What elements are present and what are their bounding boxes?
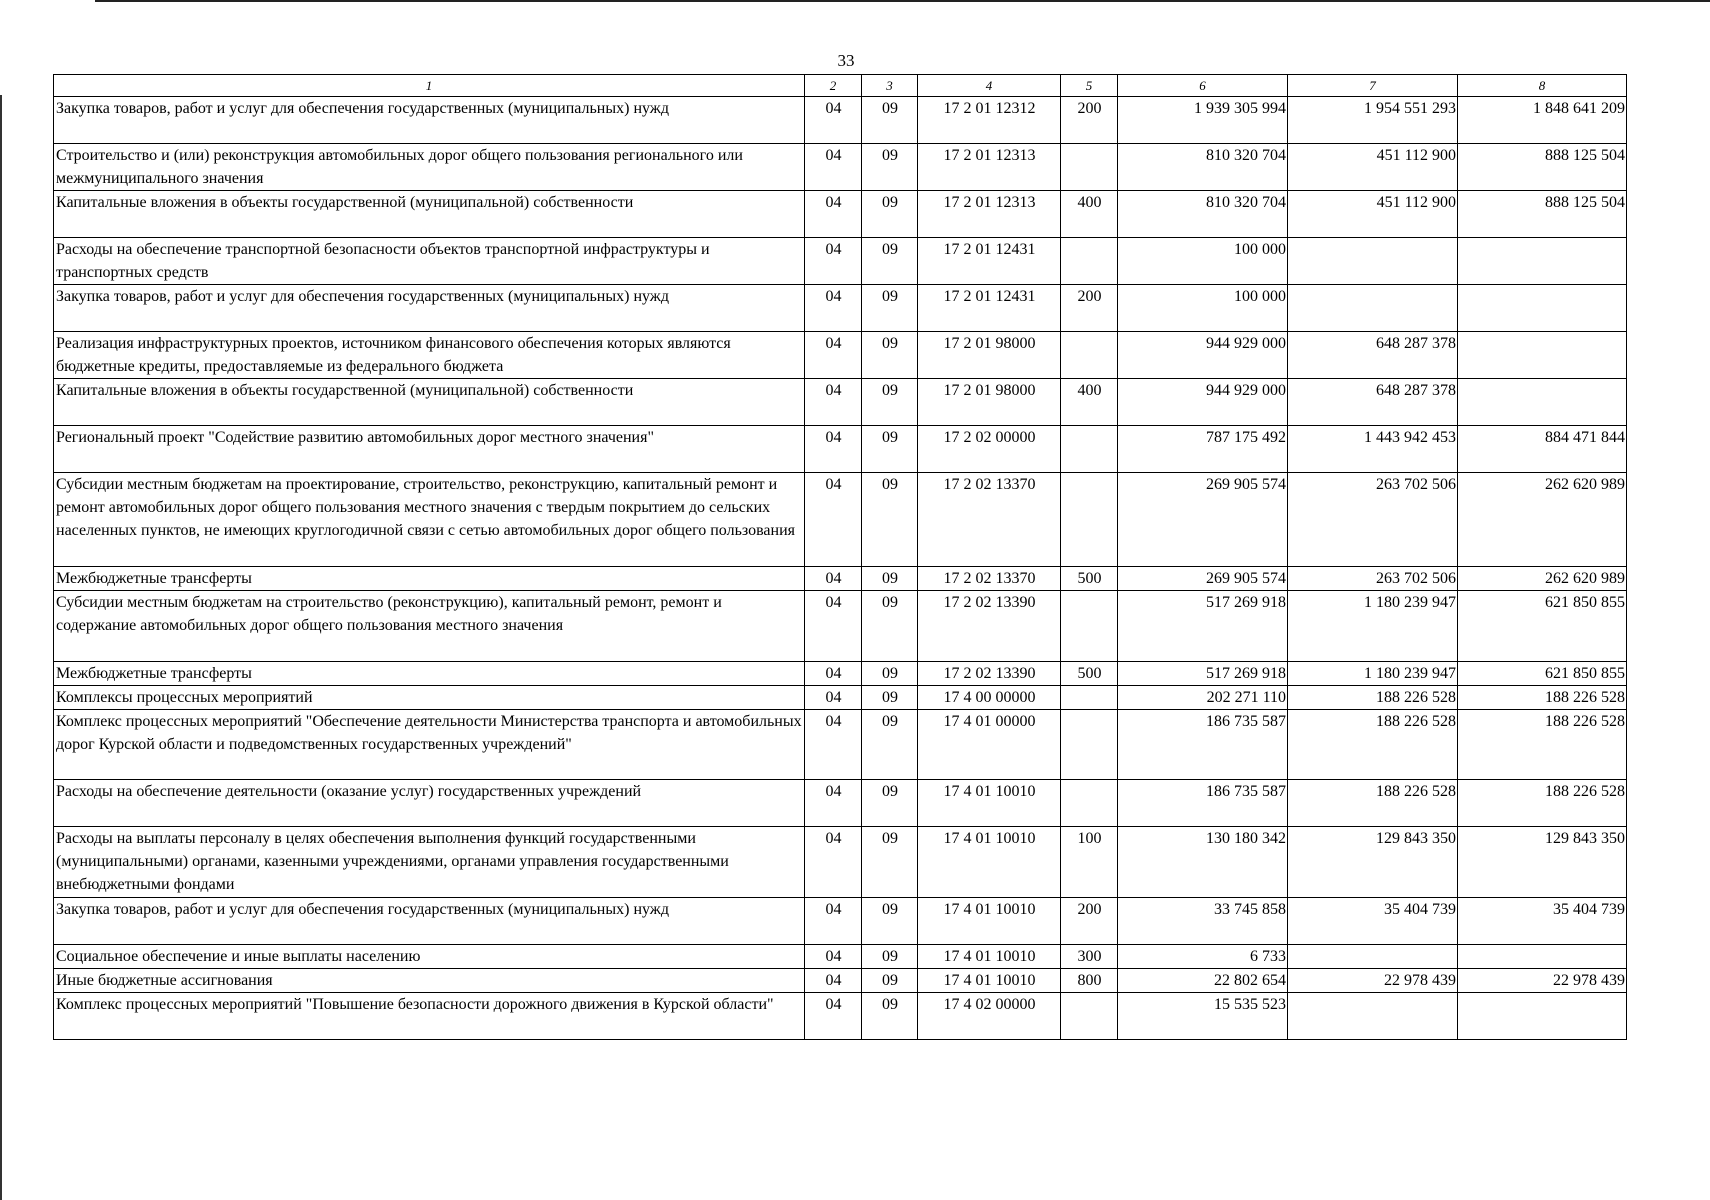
row-expense-type-cell: [1061, 591, 1118, 662]
row-section-cell: 04: [805, 686, 862, 710]
row-section-cell: 04: [805, 379, 862, 426]
row-amount-col6-cell: 810 320 704: [1118, 191, 1288, 238]
header-cell-2: 2: [805, 75, 862, 97]
row-amount-col8-cell: 884 471 844: [1458, 426, 1627, 473]
row-name-cell: Комплексы процессных мероприятий: [54, 686, 805, 710]
row-amount-col8-cell: [1458, 332, 1627, 379]
table-row: [54, 567, 1627, 591]
row-amount-col7-cell: 188 226 528: [1288, 780, 1458, 827]
table-row: [54, 780, 1627, 827]
row-amount-col8-cell: 22 978 439: [1458, 969, 1627, 993]
row-target-article-cell: 17 2 02 13390: [918, 662, 1061, 686]
row-amount-col8-cell: 888 125 504: [1458, 191, 1627, 238]
top-scan-rule: [95, 0, 1710, 2]
left-scan-edge: [0, 95, 2, 1200]
table-row: [54, 379, 1627, 426]
table-row: [54, 827, 1627, 898]
table-row: [54, 898, 1627, 945]
row-subsection-cell: 09: [862, 686, 918, 710]
row-section-cell: 04: [805, 898, 862, 945]
header-cell-7: 7: [1288, 75, 1458, 97]
row-subsection-cell: 09: [862, 191, 918, 238]
row-subsection-cell: 09: [862, 238, 918, 285]
row-amount-col7-cell: 263 702 506: [1288, 567, 1458, 591]
row-target-article-cell: 17 4 02 00000: [918, 993, 1061, 1040]
row-section-cell: 04: [805, 945, 862, 969]
row-name-cell: Реализация инфраструктурных проектов, источником финансового обеспечения которых являются бюджетные кредиты, предоставляемые из федерального бюджета: [54, 332, 805, 379]
header-cell-4: 4: [918, 75, 1061, 97]
table-row: [54, 710, 1627, 780]
row-name-cell: Межбюджетные трансферты: [54, 567, 805, 591]
header-cell-8: 8: [1458, 75, 1627, 97]
row-target-article-cell: 17 4 01 00000: [918, 710, 1061, 780]
row-section-cell: 04: [805, 144, 862, 191]
row-target-article-cell: 17 4 01 10010: [918, 827, 1061, 898]
row-section-cell: 04: [805, 969, 862, 993]
row-name-cell: Комплекс процессных мероприятий "Повышение безопасности дорожного движения в Курской области": [54, 993, 805, 1040]
row-section-cell: 04: [805, 191, 862, 238]
row-expense-type-cell: 500: [1061, 662, 1118, 686]
row-amount-col8-cell: 262 620 989: [1458, 473, 1627, 567]
row-subsection-cell: 09: [862, 567, 918, 591]
table-row: [54, 662, 1627, 686]
row-amount-col6-cell: 787 175 492: [1118, 426, 1288, 473]
row-section-cell: 04: [805, 473, 862, 567]
row-subsection-cell: 09: [862, 473, 918, 567]
row-amount-col7-cell: 22 978 439: [1288, 969, 1458, 993]
row-amount-col7-cell: 188 226 528: [1288, 710, 1458, 780]
row-amount-col7-cell: [1288, 945, 1458, 969]
row-amount-col7-cell: [1288, 993, 1458, 1040]
row-section-cell: 04: [805, 710, 862, 780]
row-expense-type-cell: 200: [1061, 97, 1118, 144]
row-name-cell: Расходы на выплаты персоналу в целях обеспечения выполнения функций государственными (муниципальными) органами, казенными учреждениями, органами управления государственными внебюджетными фондами: [54, 827, 805, 898]
row-section-cell: 04: [805, 567, 862, 591]
row-target-article-cell: 17 4 00 00000: [918, 686, 1061, 710]
table-row: [54, 426, 1627, 473]
row-expense-type-cell: [1061, 686, 1118, 710]
row-subsection-cell: 09: [862, 285, 918, 332]
row-section-cell: 04: [805, 285, 862, 332]
row-subsection-cell: 09: [862, 945, 918, 969]
table-row: [54, 969, 1627, 993]
row-name-cell: Субсидии местным бюджетам на проектирование, строительство, реконструкцию, капитальный ремонт и ремонт автомобильных дорог общего пользования местного значения с твердым покрытием до сельских населенных пунктов, не имеющих круглогодичной связи с сетью автомобильных дорог общего пользования: [54, 473, 805, 567]
row-amount-col7-cell: 1 180 239 947: [1288, 662, 1458, 686]
row-amount-col8-cell: [1458, 285, 1627, 332]
row-amount-col6-cell: 517 269 918: [1118, 662, 1288, 686]
row-section-cell: 04: [805, 780, 862, 827]
row-target-article-cell: 17 2 01 12431: [918, 285, 1061, 332]
row-expense-type-cell: 500: [1061, 567, 1118, 591]
row-subsection-cell: 09: [862, 993, 918, 1040]
row-amount-col7-cell: 451 112 900: [1288, 191, 1458, 238]
row-amount-col8-cell: 888 125 504: [1458, 144, 1627, 191]
row-amount-col6-cell: 944 929 000: [1118, 332, 1288, 379]
row-expense-type-cell: [1061, 426, 1118, 473]
row-subsection-cell: 09: [862, 97, 918, 144]
table-row: [54, 591, 1627, 662]
row-amount-col8-cell: [1458, 993, 1627, 1040]
row-amount-col8-cell: 35 404 739: [1458, 898, 1627, 945]
row-name-cell: Закупка товаров, работ и услуг для обеспечения государственных (муниципальных) нужд: [54, 898, 805, 945]
table-row: [54, 238, 1627, 285]
row-amount-col8-cell: 129 843 350: [1458, 827, 1627, 898]
row-name-cell: Региональный проект "Содействие развитию автомобильных дорог местного значения": [54, 426, 805, 473]
row-amount-col6-cell: 33 745 858: [1118, 898, 1288, 945]
row-amount-col6-cell: 186 735 587: [1118, 780, 1288, 827]
table-row: [54, 285, 1627, 332]
table-row: [54, 945, 1627, 969]
row-subsection-cell: 09: [862, 332, 918, 379]
row-target-article-cell: 17 2 01 12431: [918, 238, 1061, 285]
row-target-article-cell: 17 2 02 13370: [918, 567, 1061, 591]
header-cell-3: 3: [862, 75, 918, 97]
row-expense-type-cell: 100: [1061, 827, 1118, 898]
row-name-cell: Комплекс процессных мероприятий "Обеспечение деятельности Министерства транспорта и автомобильных дорог Курской области и подведомственных государственных учреждений": [54, 710, 805, 780]
row-section-cell: 04: [805, 332, 862, 379]
row-expense-type-cell: [1061, 780, 1118, 827]
row-amount-col6-cell: 22 802 654: [1118, 969, 1288, 993]
row-name-cell: Иные бюджетные ассигнования: [54, 969, 805, 993]
row-expense-type-cell: 400: [1061, 191, 1118, 238]
row-target-article-cell: 17 4 01 10010: [918, 898, 1061, 945]
row-amount-col6-cell: 186 735 587: [1118, 710, 1288, 780]
row-expense-type-cell: [1061, 993, 1118, 1040]
row-amount-col8-cell: [1458, 945, 1627, 969]
row-amount-col6-cell: 269 905 574: [1118, 567, 1288, 591]
row-amount-col6-cell: 202 271 110: [1118, 686, 1288, 710]
row-expense-type-cell: 400: [1061, 379, 1118, 426]
row-section-cell: 04: [805, 827, 862, 898]
row-target-article-cell: 17 2 01 98000: [918, 332, 1061, 379]
row-section-cell: 04: [805, 97, 862, 144]
row-amount-col7-cell: 1 443 942 453: [1288, 426, 1458, 473]
row-subsection-cell: 09: [862, 827, 918, 898]
row-subsection-cell: 09: [862, 662, 918, 686]
table-row: [54, 686, 1627, 710]
row-subsection-cell: 09: [862, 898, 918, 945]
row-expense-type-cell: [1061, 144, 1118, 191]
row-expense-type-cell: 200: [1061, 898, 1118, 945]
row-name-cell: Строительство и (или) реконструкция автомобильных дорог общего пользования регионального или межмуниципального значения: [54, 144, 805, 191]
row-amount-col7-cell: [1288, 238, 1458, 285]
row-amount-col6-cell: 269 905 574: [1118, 473, 1288, 567]
row-amount-col7-cell: 1 954 551 293: [1288, 97, 1458, 144]
row-target-article-cell: 17 2 02 13390: [918, 591, 1061, 662]
row-amount-col8-cell: 188 226 528: [1458, 710, 1627, 780]
row-subsection-cell: 09: [862, 379, 918, 426]
row-name-cell: Капитальные вложения в объекты государственной (муниципальной) собственности: [54, 379, 805, 426]
row-target-article-cell: 17 2 02 13370: [918, 473, 1061, 567]
row-target-article-cell: 17 4 01 10010: [918, 969, 1061, 993]
budget-table: [53, 74, 1627, 1040]
row-amount-col8-cell: 1 848 641 209: [1458, 97, 1627, 144]
row-amount-col7-cell: 129 843 350: [1288, 827, 1458, 898]
row-section-cell: 04: [805, 238, 862, 285]
row-target-article-cell: 17 2 02 00000: [918, 426, 1061, 473]
row-amount-col7-cell: [1288, 285, 1458, 332]
row-target-article-cell: 17 4 01 10010: [918, 945, 1061, 969]
row-amount-col7-cell: 263 702 506: [1288, 473, 1458, 567]
row-target-article-cell: 17 4 01 10010: [918, 780, 1061, 827]
row-subsection-cell: 09: [862, 710, 918, 780]
row-amount-col8-cell: [1458, 238, 1627, 285]
row-amount-col7-cell: 648 287 378: [1288, 379, 1458, 426]
row-amount-col8-cell: 262 620 989: [1458, 567, 1627, 591]
row-subsection-cell: 09: [862, 780, 918, 827]
header-cell-6: 6: [1118, 75, 1288, 97]
row-expense-type-cell: [1061, 332, 1118, 379]
row-expense-type-cell: [1061, 473, 1118, 567]
row-expense-type-cell: 800: [1061, 969, 1118, 993]
row-amount-col7-cell: 451 112 900: [1288, 144, 1458, 191]
row-subsection-cell: 09: [862, 144, 918, 191]
row-expense-type-cell: [1061, 710, 1118, 780]
row-amount-col7-cell: 35 404 739: [1288, 898, 1458, 945]
row-section-cell: 04: [805, 662, 862, 686]
row-amount-col7-cell: 648 287 378: [1288, 332, 1458, 379]
row-name-cell: Межбюджетные трансферты: [54, 662, 805, 686]
table-row: [54, 332, 1627, 379]
row-amount-col6-cell: 100 000: [1118, 285, 1288, 332]
row-amount-col6-cell: 100 000: [1118, 238, 1288, 285]
row-subsection-cell: 09: [862, 426, 918, 473]
table-row: [54, 97, 1627, 144]
row-section-cell: 04: [805, 993, 862, 1040]
header-cell-1: 1: [54, 75, 805, 97]
table-row: [54, 993, 1627, 1040]
row-name-cell: Субсидии местным бюджетам на строительство (реконструкцию), капитальный ремонт, ремонт и содержание автомобильных дорог общего пользования местного значения: [54, 591, 805, 662]
page-number: 33: [837, 51, 855, 70]
row-expense-type-cell: [1061, 238, 1118, 285]
row-amount-col6-cell: 6 733: [1118, 945, 1288, 969]
row-name-cell: Капитальные вложения в объекты государственной (муниципальной) собственности: [54, 191, 805, 238]
row-amount-col6-cell: 810 320 704: [1118, 144, 1288, 191]
row-subsection-cell: 09: [862, 969, 918, 993]
row-amount-col8-cell: 188 226 528: [1458, 686, 1627, 710]
row-amount-col8-cell: [1458, 379, 1627, 426]
row-amount-col6-cell: 130 180 342: [1118, 827, 1288, 898]
row-amount-col6-cell: 1 939 305 994: [1118, 97, 1288, 144]
row-expense-type-cell: 300: [1061, 945, 1118, 969]
row-amount-col8-cell: 621 850 855: [1458, 662, 1627, 686]
row-section-cell: 04: [805, 591, 862, 662]
row-name-cell: Расходы на обеспечение транспортной безопасности объектов транспортной инфраструктуры и транспортных средств: [54, 238, 805, 285]
row-name-cell: Расходы на обеспечение деятельности (оказание услуг) государственных учреждений: [54, 780, 805, 827]
table-row: [54, 191, 1627, 238]
table-row: [54, 473, 1627, 567]
row-expense-type-cell: 200: [1061, 285, 1118, 332]
row-amount-col6-cell: 944 929 000: [1118, 379, 1288, 426]
header-cell-5: 5: [1061, 75, 1118, 97]
row-amount-col6-cell: 517 269 918: [1118, 591, 1288, 662]
row-amount-col7-cell: 1 180 239 947: [1288, 591, 1458, 662]
row-target-article-cell: 17 2 01 12312: [918, 97, 1061, 144]
table-header-row: [54, 75, 1627, 97]
row-amount-col8-cell: 621 850 855: [1458, 591, 1627, 662]
row-amount-col8-cell: 188 226 528: [1458, 780, 1627, 827]
row-amount-col6-cell: 15 535 523: [1118, 993, 1288, 1040]
table-row: [54, 144, 1627, 191]
row-target-article-cell: 17 2 01 12313: [918, 191, 1061, 238]
row-subsection-cell: 09: [862, 591, 918, 662]
row-name-cell: Закупка товаров, работ и услуг для обеспечения государственных (муниципальных) нужд: [54, 97, 805, 144]
row-target-article-cell: 17 2 01 98000: [918, 379, 1061, 426]
row-section-cell: 04: [805, 426, 862, 473]
row-target-article-cell: 17 2 01 12313: [918, 144, 1061, 191]
row-amount-col7-cell: 188 226 528: [1288, 686, 1458, 710]
table-body: [54, 75, 1627, 1040]
row-name-cell: Социальное обеспечение и иные выплаты населению: [54, 945, 805, 969]
row-name-cell: Закупка товаров, работ и услуг для обеспечения государственных (муниципальных) нужд: [54, 285, 805, 332]
